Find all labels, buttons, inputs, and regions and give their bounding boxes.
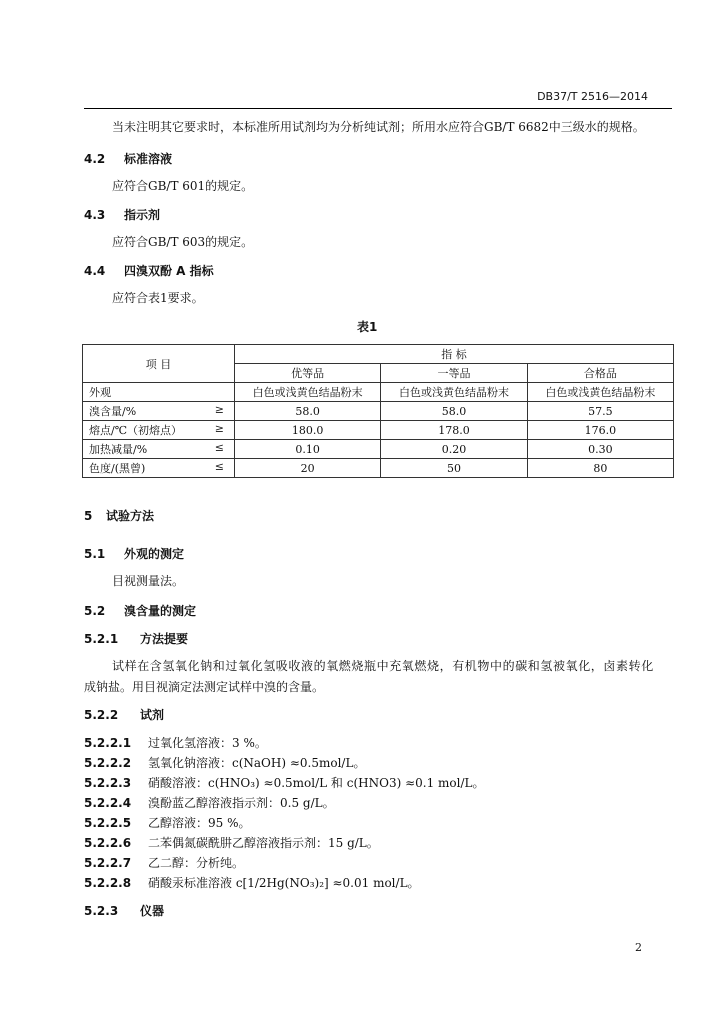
section-5-1-heading xyxy=(84,545,184,562)
section-number: 5 xyxy=(84,509,93,523)
row-value: 180.0 xyxy=(235,421,381,440)
section-5-2-1-heading xyxy=(84,630,188,647)
reagent-item: 5.2.2.6 二苯偶氮碳酰肼乙醇溶液指示剂：15 g/L。 xyxy=(84,836,379,850)
grade-header: 优等品 xyxy=(235,364,381,383)
section-title: 外观的测定 xyxy=(124,547,185,561)
reagent-item: 5.2.2.4 溴酚蓝乙醇溶液指示剂：0.5 g/L。 xyxy=(84,796,335,810)
method-summary-line-2: 成钠盐。用目视滴定法测定试样中溴的含量。 xyxy=(84,680,325,694)
row-value: 80 xyxy=(527,459,673,478)
method-summary-line-1: 试样在含氢氧化钠和过氧化氢吸收液的氧燃烧瓶中充氧燃烧，有机物中的碳和氢被氧化，卤素转化 xyxy=(112,659,654,673)
row-value: 58.0 xyxy=(235,402,381,421)
section-4-4-heading xyxy=(84,262,214,279)
section-number: 4.2 xyxy=(84,152,106,166)
reagent-item: 5.2.2.7 乙二醇：分析纯。 xyxy=(84,856,245,870)
section-4-2-heading xyxy=(84,150,172,167)
row-value: 白色或浅黄色结晶粉末 xyxy=(381,383,527,402)
section-title: 标准溶液 xyxy=(124,152,173,166)
row-item: 熔点/℃（初熔点） ≥ xyxy=(83,421,235,440)
section-number: 5.1 xyxy=(84,547,106,561)
section-title: 方法提要 xyxy=(140,632,189,646)
section-5-heading xyxy=(84,507,154,524)
reagent-item: 5.2.2.1 过氧化氢溶液：3 %。 xyxy=(84,736,267,750)
row-item: 加热减量/% ≤ xyxy=(83,440,235,459)
reagent-item: 5.2.2.5 乙醇溶液：95 %。 xyxy=(84,816,251,830)
table-row xyxy=(83,440,674,459)
section-4-3-text: 应符合GB/T 603的规定。 xyxy=(112,235,254,249)
table-header-row xyxy=(83,345,674,364)
page-number: 2 xyxy=(635,941,642,954)
section-number: 4.4 xyxy=(84,264,106,278)
standard-id: DB37/T 2516—2014 xyxy=(537,90,648,103)
spec-table xyxy=(82,344,674,478)
grade-header: 一等品 xyxy=(381,364,527,383)
row-value: 176.0 xyxy=(527,421,673,440)
comparison-symbol: ≥ xyxy=(214,403,224,416)
section-number: 5.2 xyxy=(84,604,106,618)
section-5-2-heading xyxy=(84,602,196,619)
row-item: 色度/(黑曾) ≤ xyxy=(83,459,235,478)
row-value: 58.0 xyxy=(381,402,527,421)
section-4-4-text: 应符合表1要求。 xyxy=(112,291,204,305)
comparison-symbol: ≥ xyxy=(214,422,224,435)
intro-paragraph: 当未注明其它要求时，本标准所用试剂均为分析纯试剂；所用水应符合GB/T 6682中三级水的规格。 xyxy=(112,120,645,134)
section-4-3-heading xyxy=(84,206,160,223)
section-number: 5.2.1 xyxy=(84,632,119,646)
section-title: 仪器 xyxy=(140,904,165,918)
section-title: 溴含量的测定 xyxy=(124,604,197,618)
section-title: 四溴双酚 A 指标 xyxy=(124,264,214,278)
table-row xyxy=(83,421,674,440)
section-title: 试验方法 xyxy=(106,509,155,523)
section-number: 4.3 xyxy=(84,208,106,222)
comparison-symbol: ≤ xyxy=(214,460,224,473)
section-4-2-text: 应符合GB/T 601的规定。 xyxy=(112,179,254,193)
row-value: 白色或浅黄色结晶粉末 xyxy=(235,383,381,402)
section-number: 5.2.2 xyxy=(84,708,119,722)
table-row xyxy=(83,459,674,478)
reagent-item: 5.2.2.2 氢氧化钠溶液：c(NaOH) ≈0.5mol/L。 xyxy=(84,756,366,770)
row-item: 外观 xyxy=(83,383,235,402)
section-5-1-text: 目视测量法。 xyxy=(112,574,185,588)
row-value: 0.30 xyxy=(527,440,673,459)
table-row xyxy=(83,402,674,421)
row-value: 0.20 xyxy=(381,440,527,459)
section-number: 5.2.3 xyxy=(84,904,119,918)
table-caption: 表1 xyxy=(357,320,378,334)
table-row xyxy=(83,383,674,402)
row-value: 57.5 xyxy=(527,402,673,421)
section-title: 试剂 xyxy=(140,708,165,722)
header-index: 指 标 xyxy=(235,345,674,364)
row-value: 178.0 xyxy=(381,421,527,440)
section-title: 指示剂 xyxy=(124,208,161,222)
section-5-2-2-heading xyxy=(84,706,164,723)
reagent-item: 5.2.2.3 硝酸溶液：c(HNO₃) ≈0.5mol/L 和 c(HNO3) ≈0.1 mol/L。 xyxy=(84,776,485,790)
row-item: 溴含量/% ≥ xyxy=(83,402,235,421)
section-5-2-3-heading xyxy=(84,902,164,919)
reagent-item: 5.2.2.8 硝酸汞标准溶液 c[1/2Hg(NO₃)₂] ≈0.01 mol/L。 xyxy=(84,876,420,890)
row-value: 白色或浅黄色结晶粉末 xyxy=(527,383,673,402)
header-item: 项 目 xyxy=(83,345,235,383)
row-value: 0.10 xyxy=(235,440,381,459)
row-value: 20 xyxy=(235,459,381,478)
row-value: 50 xyxy=(381,459,527,478)
header-rule xyxy=(84,108,672,109)
grade-header: 合格品 xyxy=(527,364,673,383)
comparison-symbol: ≤ xyxy=(214,441,224,454)
